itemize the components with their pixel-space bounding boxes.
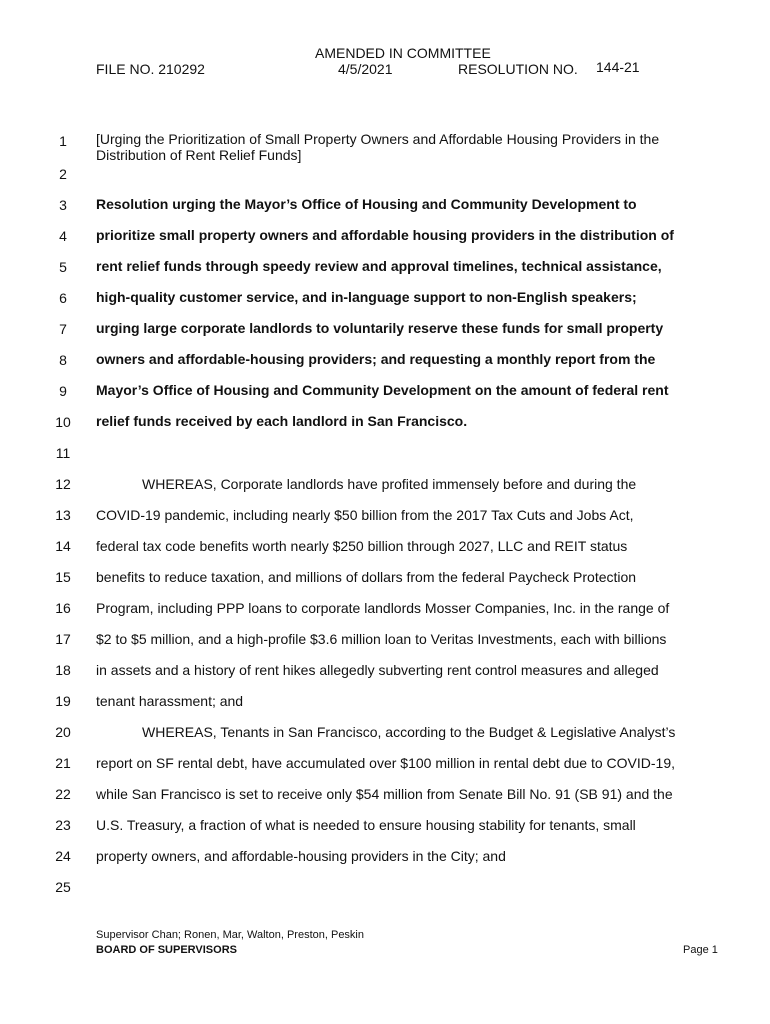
summary-line: rent relief funds through speedy review and approval timelines, technical assistance, [96, 258, 662, 274]
summary-line: prioritize small property owners and affordable housing providers in the distribution of [96, 227, 674, 243]
line-number: 25 [55, 879, 71, 895]
body-line: federal tax code benefits worth nearly $250 billion through 2027, LLC and REIT status [96, 538, 628, 554]
summary-line: relief funds received by each landlord in San Francisco. [96, 413, 468, 429]
body-line: while San Francisco is set to receive only $54 million from Senate Bill No. 91 (SB 91) and the [96, 786, 673, 802]
line-number: 1 [59, 133, 67, 149]
line-number: 4 [59, 228, 67, 244]
body-line: Program, including PPP loans to corporate landlords Mosser Companies, Inc. in the range of [96, 600, 670, 616]
line-number: 24 [55, 848, 71, 864]
resolution-number: 144-21 [596, 59, 640, 75]
line-number: 15 [55, 569, 71, 585]
line-number: 21 [55, 755, 71, 771]
summary-line: Resolution urging the Mayor’s Office of Housing and Community Development to [96, 196, 637, 212]
body-line: WHEREAS, Tenants in San Francisco, according to the Budget & Legislative Analyst’s [142, 724, 676, 740]
body-line: WHEREAS, Corporate landlords have profited immensely before and during the [142, 476, 637, 492]
line-number: 11 [55, 445, 71, 461]
summary-line: urging large corporate landlords to voluntarily reserve these funds for small property [96, 320, 664, 336]
line-number: 8 [59, 352, 67, 368]
line-number: 19 [55, 693, 71, 709]
body-line: property owners, and affordable-housing providers in the City; and [96, 848, 506, 864]
file-number: FILE NO. 210292 [96, 61, 205, 77]
line-number: 2 [59, 166, 67, 182]
line-number: 12 [55, 476, 71, 492]
body-line: U.S. Treasury, a fraction of what is needed to ensure housing stability for tenants, small [96, 817, 636, 833]
sponsors: Supervisor Chan; Ronen, Mar, Walton, Preston, Peskin [96, 929, 364, 941]
summary-line: Mayor’s Office of Housing and Community Development on the amount of federal rent [96, 382, 669, 398]
line-number: 9 [59, 383, 67, 399]
summary-line: high-quality customer service, and in-language support to non-English speakers; [96, 289, 637, 305]
amended-in-committee: AMENDED IN COMMITTEE [315, 45, 491, 61]
line-number: 22 [55, 786, 71, 802]
line-number: 3 [59, 197, 67, 213]
summary-line: owners and affordable-housing providers; and requesting a monthly report from the [96, 351, 656, 367]
title-line: [Urging the Prioritization of Small Property Owners and Affordable Housing Providers in the [96, 131, 660, 147]
body-line: $2 to $5 million, and a high-profile $3.6 million loan to Veritas Investments, each with billions [96, 631, 667, 647]
line-number: 16 [55, 600, 71, 616]
line-number: 14 [55, 538, 71, 554]
body-line: in assets and a history of rent hikes allegedly subverting rent control measures and alleged [96, 662, 659, 678]
resolution-date: 4/5/2021 [338, 61, 393, 77]
line-number: 6 [59, 290, 67, 306]
line-number: 23 [55, 817, 71, 833]
title-line: Distribution of Rent Relief Funds] [96, 147, 302, 163]
line-number: 5 [59, 259, 67, 275]
body-line: benefits to reduce taxation, and millions of dollars from the federal Paycheck Protection [96, 569, 637, 585]
body-line: COVID-19 pandemic, including nearly $50 billion from the 2017 Tax Cuts and Jobs Act, [96, 507, 634, 523]
line-number: 13 [55, 507, 71, 523]
body-line: report on SF rental debt, have accumulated over $100 million in rental debt due to COVID-19, [96, 755, 675, 771]
page-number: Page 1 [683, 944, 718, 956]
line-number: 17 [55, 631, 71, 647]
board-of-supervisors: BOARD OF SUPERVISORS [96, 944, 237, 956]
resolution-label: RESOLUTION NO. [458, 61, 578, 77]
line-number: 7 [59, 321, 67, 337]
body-line: tenant harassment; and [96, 693, 244, 709]
line-number: 18 [55, 662, 71, 678]
line-number: 20 [55, 724, 71, 740]
line-number: 10 [55, 414, 71, 430]
